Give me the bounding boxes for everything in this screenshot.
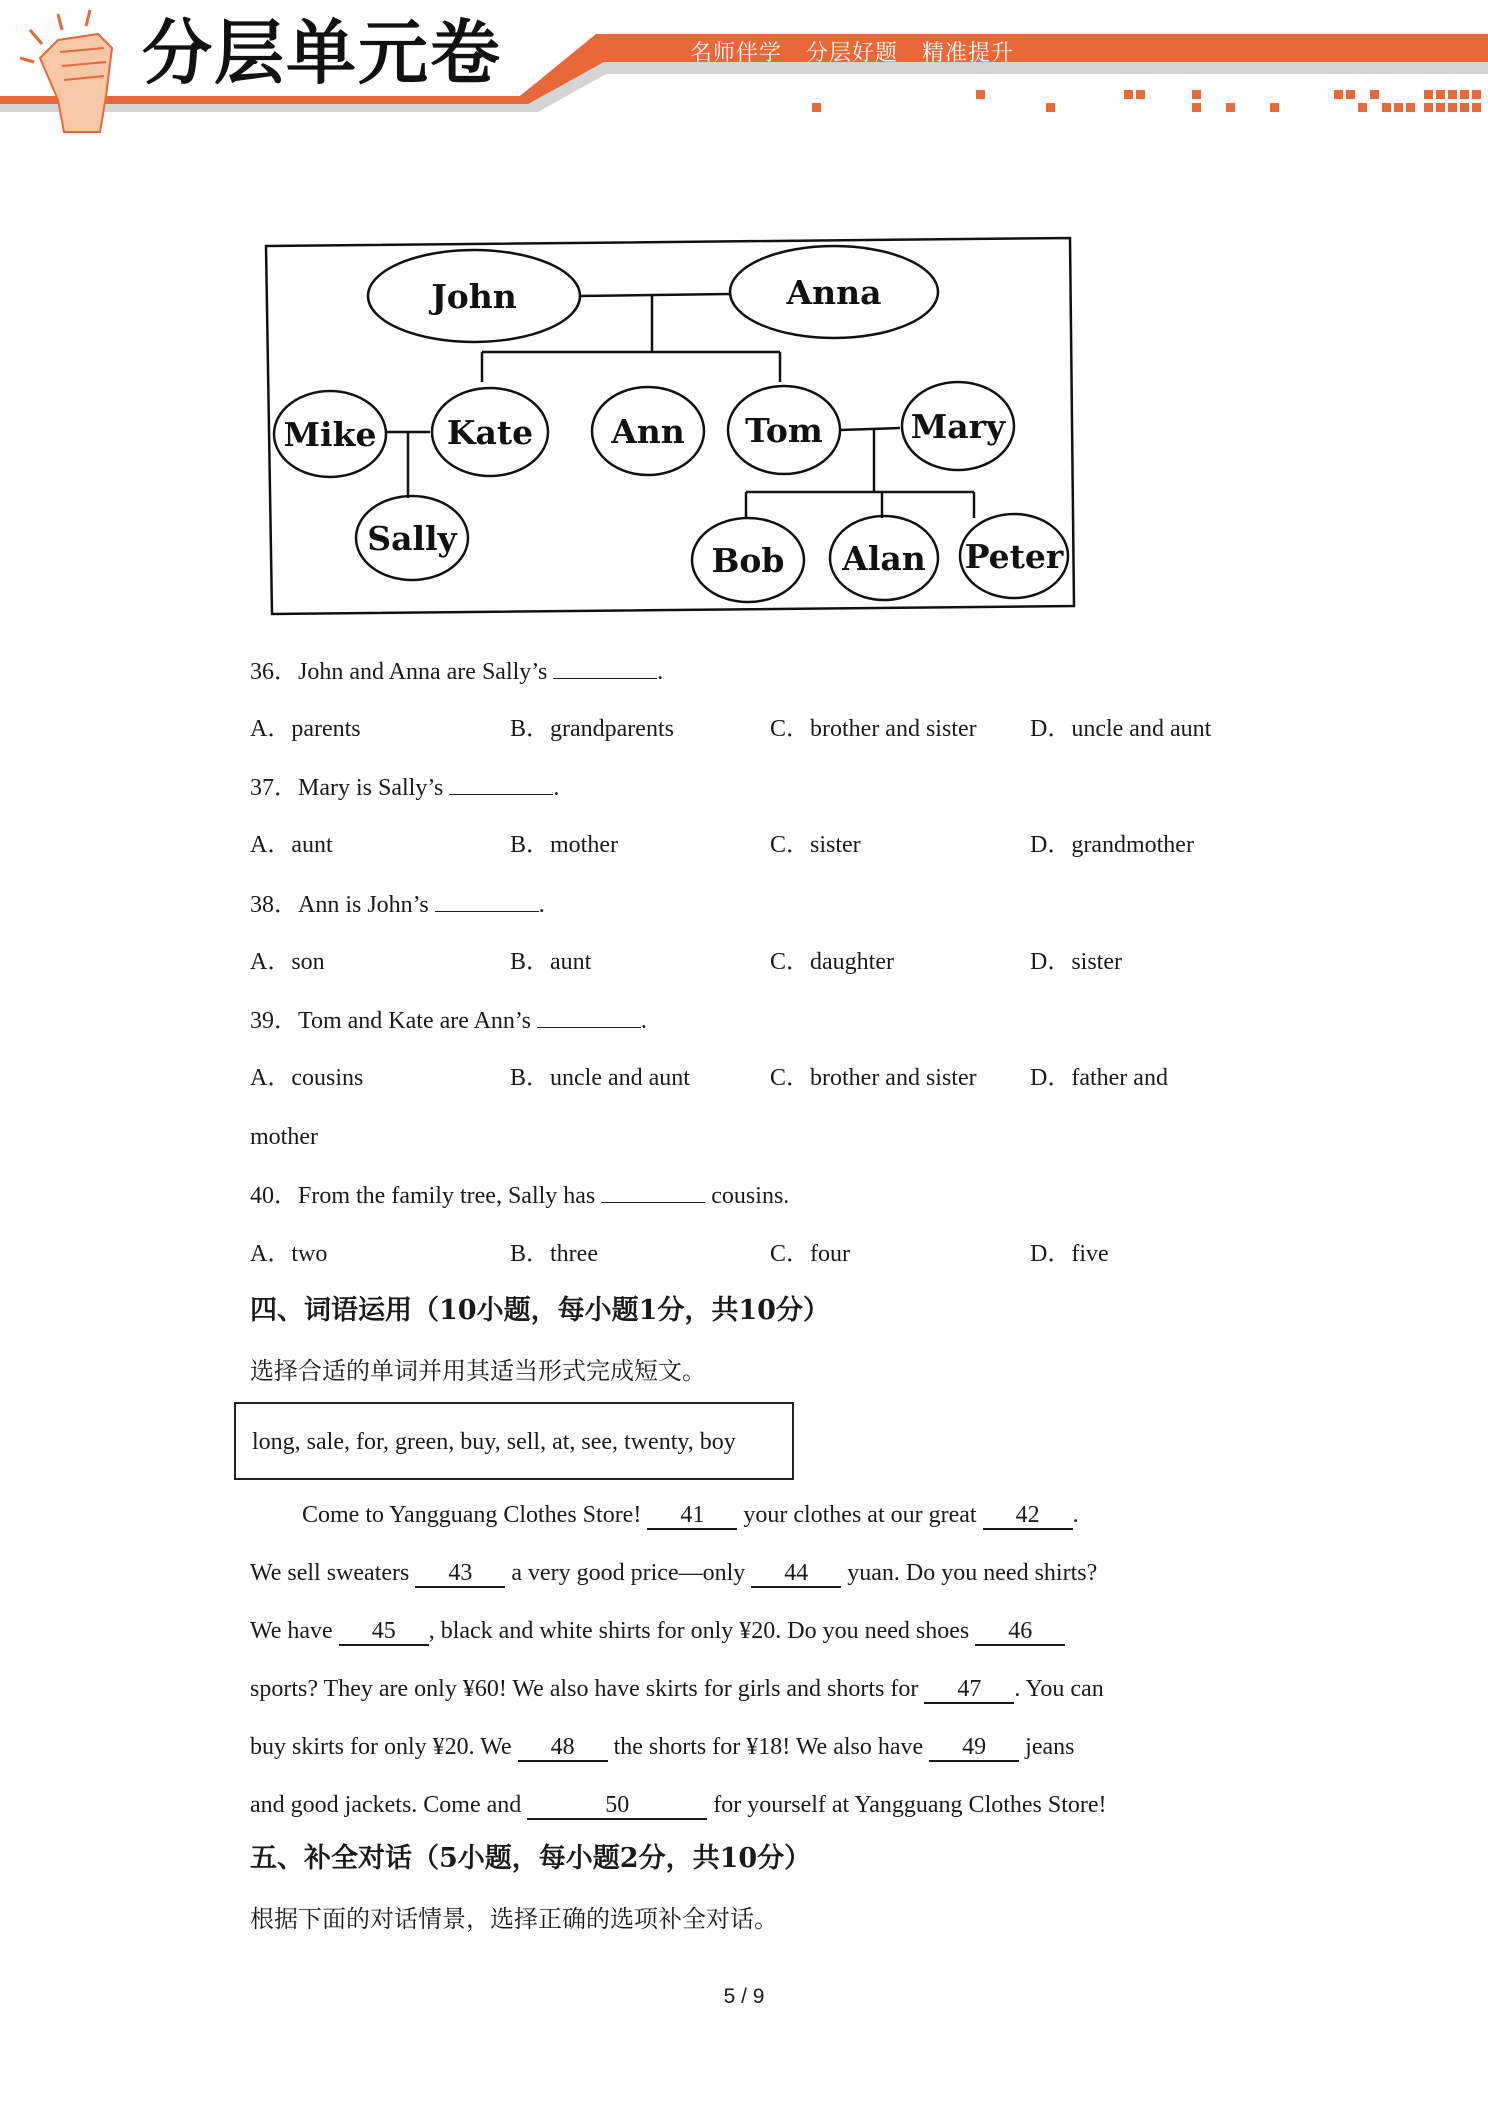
blank-43: 43 [415, 1560, 505, 1588]
section-5-instruction: 根据下面的对话情景，选择正确的选项补全对话。 [250, 1905, 778, 1933]
section-5-title: 五、补全对话（5小题，每小题2分，共10分） [250, 1843, 812, 1874]
passage-line-2: We sell sweaters 43 a very good price—only 44 yuan. Do you need shirts? [250, 1560, 1098, 1586]
passage-line-5: buy skirts for only ¥20. We 48 the shorts for ¥18! We also have 49 jeans [250, 1734, 1075, 1760]
q39-option-d-wrap: mother [250, 1124, 318, 1150]
q40-option-b: B．three [510, 1241, 598, 1267]
q40-option-d: D．five [1030, 1241, 1109, 1267]
tree-node-bob: Bob [711, 541, 785, 580]
blank-47: 47 [924, 1676, 1014, 1704]
q36-option-a: A．parents [250, 716, 361, 742]
q38-option-c: C．daughter [770, 949, 894, 975]
q36-option-c: C．brother and sister [770, 716, 977, 742]
decorative-squares [812, 90, 1481, 112]
section-4-title: 四、词语运用（10小题，每小题1分，共10分） [250, 1295, 830, 1326]
passage-line-4: sports? They are only ¥60! We also have skirts for girls and shorts for 47 . You can [250, 1676, 1104, 1702]
tree-node-ann: Ann [611, 412, 685, 451]
page-number: 5 / 9 [723, 1985, 765, 2008]
q39-option-d: D．father and [1030, 1065, 1168, 1091]
blank-50: 50 [527, 1792, 707, 1820]
q39-option-c: C．brother and sister [770, 1065, 977, 1091]
fist-logo-icon [20, 10, 112, 132]
blank-41: 41 [647, 1502, 737, 1530]
tree-node-john: John [431, 277, 517, 316]
q38-option-b: B．aunt [510, 949, 592, 975]
question-37: 37．Mary is Sally’s . [250, 772, 559, 803]
blank-42: 42 [983, 1502, 1073, 1530]
question-40: 40．From the family tree, Sally has cousins. [250, 1180, 789, 1211]
tree-node-mary: Mary [910, 407, 1006, 446]
blank-45: 45 [339, 1618, 429, 1646]
tree-node-kate: Kate [446, 413, 534, 452]
question-38: 38．Ann is John’s . [250, 889, 545, 920]
question-36: 36．John and Anna are Sally’s . [250, 656, 663, 687]
question-39: 39．Tom and Kate are Ann’s . [250, 1005, 647, 1036]
q40-option-a: A．two [250, 1241, 328, 1267]
tree-node-anna: Anna [786, 273, 882, 312]
page-header [0, 0, 1488, 140]
q36-option-b: B．grandparents [510, 716, 674, 742]
q37-option-a: A．aunt [250, 832, 333, 858]
tree-node-tom: Tom [745, 411, 823, 450]
tree-node-sally: Sally [367, 519, 457, 558]
q37-option-c: C．sister [770, 832, 861, 858]
word-bank-text: long, sale, for, green, buy, sell, at, see, twenty, boy [252, 1429, 736, 1455]
family-tree-diagram [262, 234, 1082, 624]
word-bank-box [234, 1402, 794, 1480]
tree-node-alan: Alan [842, 539, 926, 578]
q37-option-d: D．grandmother [1030, 832, 1194, 858]
passage-line-1: Come to Yangguang Clothes Store! 41 your clothes at our great 42 . [302, 1502, 1079, 1528]
q37-option-b: B．mother [510, 832, 618, 858]
passage-line-6: and good jackets. Come and 50 for yourself at Yangguang Clothes Store! [250, 1792, 1107, 1818]
blank-44: 44 [751, 1560, 841, 1588]
section-4-instruction: 选择合适的单词并用其适当形式完成短文。 [250, 1357, 706, 1385]
brand-title: 分层单元卷 [142, 12, 502, 94]
q40-option-c: C．four [770, 1241, 850, 1267]
q36-option-d: D．uncle and aunt [1030, 716, 1212, 742]
tree-node-peter: Peter [964, 537, 1064, 576]
tree-node-mike: Mike [283, 415, 377, 454]
header-slogan: 名师伴学 分层好题 精准提升 [690, 41, 1014, 66]
passage-line-3: We have 45 , black and white shirts for only ¥20. Do you need shoes 46 [250, 1616, 1065, 1646]
blank-48: 48 [518, 1734, 608, 1762]
blank-49: 49 [929, 1734, 1019, 1762]
q39-option-b: B．uncle and aunt [510, 1065, 690, 1091]
q38-option-d: D．sister [1030, 949, 1122, 975]
q38-option-a: A．son [250, 949, 325, 975]
blank-46: 46 [975, 1618, 1065, 1646]
q39-option-a: A．cousins [250, 1065, 364, 1091]
